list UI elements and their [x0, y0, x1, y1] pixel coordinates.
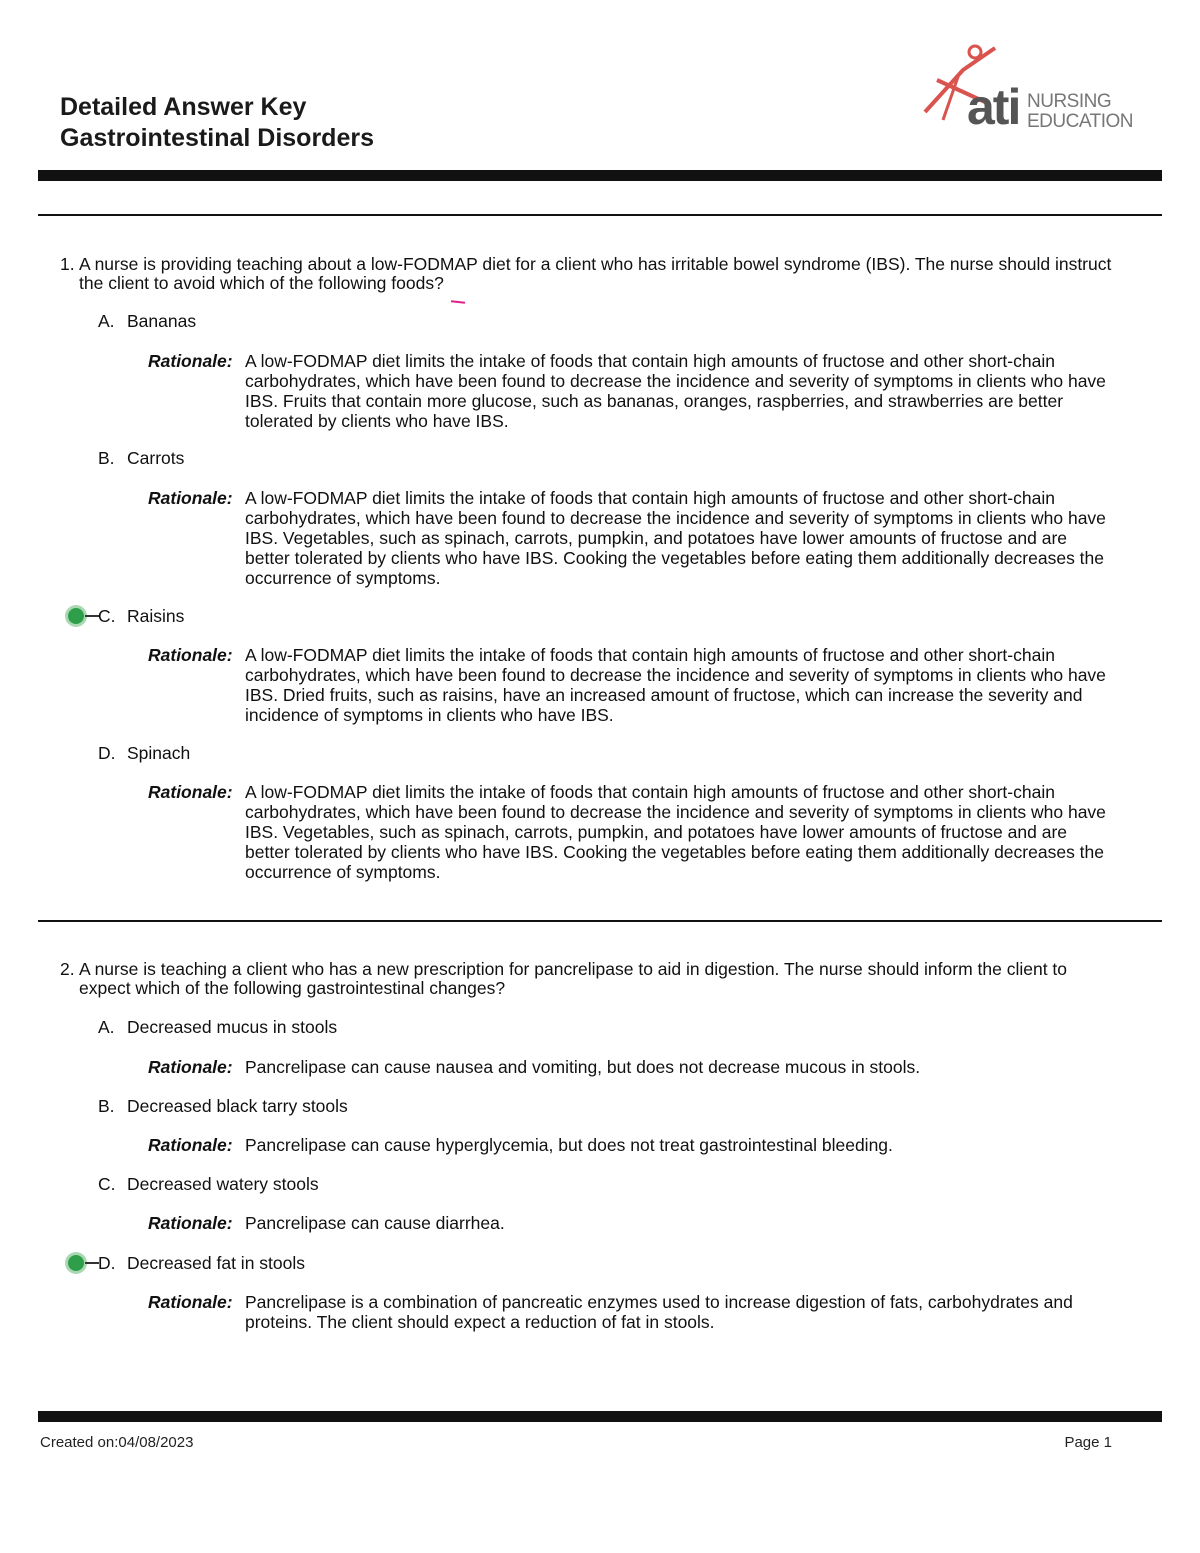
option-label: Decreased watery stools [127, 1174, 319, 1194]
option-label: Decreased black tarry stools [127, 1096, 348, 1116]
rationale-1b [148, 488, 1108, 588]
option-1a [98, 311, 196, 331]
question-number: 2. [60, 959, 75, 979]
rationale-text: A low-FODMAP diet limits the intake of foods that contain high amounts of fructose and other short-chain carbohydrates, which have been found to decrease the incidence and severity of symptoms in clients who have IBS. Vegetables, such as spinach, carrots, pumpkin, and potatoes have lower amounts of fructose and are better tolerated by clients who have IBS. Cooking the vegetables before eating them additionally decreases the occurrence of symptoms. [245, 782, 1106, 882]
option-letter: B. [98, 448, 115, 468]
rationale-label: Rationale: [148, 488, 233, 508]
question-text: A nurse is teaching a client who has a new prescription for pancrelipase to aid in digestion. The nurse should inform the client to expect which of the following gastrointestinal changes? [79, 959, 1068, 998]
rationale-1d [148, 782, 1108, 882]
logo-brand: ati [967, 79, 1020, 135]
correct-answer-icon [68, 608, 84, 624]
option-label: Decreased fat in stools [127, 1253, 306, 1273]
rationale-1c [148, 645, 1108, 725]
rationale-2d [148, 1292, 1108, 1332]
rationale-label: Rationale: [148, 1292, 233, 1312]
option-2c [98, 1174, 319, 1194]
option-1d [98, 743, 190, 763]
rationale-text: A low-FODMAP diet limits the intake of foods that contain high amounts of fructose and other short-chain carbohydrates, which have been found to decrease the incidence and severity of symptoms in clients who have IBS. Dried fruits, such as raisins, have an increased amount of fructose, which can increase the severity and incidence of symptoms in clients who have IBS. [245, 645, 1106, 725]
option-1c [98, 606, 184, 626]
option-label: Decreased mucus in stools [127, 1017, 338, 1037]
option-letter: C. [98, 606, 116, 626]
rationale-label: Rationale: [148, 1057, 233, 1077]
option-letter: A. [98, 311, 115, 331]
correct-answer-pointer [85, 615, 99, 617]
created-date: Created on:04/08/2023 [40, 1434, 194, 1451]
footer-divider [38, 1411, 1162, 1422]
rationale-label: Rationale: [148, 645, 233, 665]
header-divider-thick [38, 170, 1162, 181]
option-label: Carrots [127, 448, 185, 468]
option-label: Spinach [127, 743, 191, 763]
option-letter: D. [98, 1253, 116, 1273]
rationale-text: Pancrelipase can cause nausea and vomiting, but does not decrease mucous in stools. [245, 1057, 921, 1077]
ati-logo [915, 40, 1133, 140]
annotation-mark [451, 300, 465, 303]
rationale-2b [148, 1135, 1108, 1155]
rationale-label: Rationale: [148, 1213, 233, 1233]
rationale-label: Rationale: [148, 351, 233, 371]
rationale-2a [148, 1057, 1108, 1077]
rationale-label: Rationale: [148, 782, 233, 802]
option-1b [98, 448, 184, 468]
option-letter: A. [98, 1017, 115, 1037]
question-number: 1. [60, 254, 75, 274]
option-2b [98, 1096, 348, 1116]
question-1 [60, 255, 1120, 293]
rationale-text: Pancrelipase can cause diarrhea. [245, 1213, 505, 1233]
option-label: Raisins [127, 606, 185, 626]
rationale-text: A low-FODMAP diet limits the intake of foods that contain high amounts of fructose and other short-chain carbohydrates, which have been found to decrease the incidence and severity of symptoms in clients who have IBS. Vegetables, such as spinach, carrots, pumpkin, and potatoes have lower amounts of fructose and are better tolerated by clients who have IBS. Cooking the vegetables before eating them additionally decreases the occurrence of symptoms. [245, 488, 1106, 588]
question-text: A nurse is providing teaching about a low-FODMAP diet for a client who has irritable bowel syndrome (IBS). The nurse should instruct the client to avoid which of the following foods? [79, 254, 1112, 293]
rationale-1a [148, 351, 1108, 431]
header-divider-thin [38, 214, 1162, 216]
question-2 [60, 960, 1120, 998]
question-divider [38, 920, 1162, 922]
correct-answer-icon [68, 1255, 84, 1271]
correct-answer-pointer [85, 1262, 99, 1264]
rationale-text: Pancrelipase can cause hyperglycemia, but does not treat gastrointestinal bleeding. [245, 1135, 893, 1155]
logo-tagline [1027, 92, 1133, 132]
rationale-2c [148, 1213, 1108, 1233]
option-letter: D. [98, 743, 116, 763]
page-title [60, 92, 374, 154]
option-label: Bananas [127, 311, 197, 331]
rationale-label: Rationale: [148, 1135, 233, 1155]
option-letter: B. [98, 1096, 115, 1116]
rationale-text: A low-FODMAP diet limits the intake of foods that contain high amounts of fructose and other short-chain carbohydrates, which have been found to decrease the incidence and severity of symptoms in clients who have IBS. Fruits that contain more glucose, such as bananas, oranges, raspberries, and strawberries are better tolerated by clients who have IBS. [245, 351, 1106, 431]
title-line-2: Gastrointestinal Disorders [60, 124, 374, 152]
title-line-1: Detailed Answer Key [60, 93, 307, 121]
page-number: Page 1 [1064, 1434, 1112, 1451]
rationale-text: Pancrelipase is a combination of pancreatic enzymes used to increase digestion of fats, carbohydrates and proteins. The client should expect a reduction of fat in stools. [245, 1292, 1073, 1332]
option-letter: C. [98, 1174, 116, 1194]
logo-line-2: EDUCATION [1027, 111, 1133, 132]
option-2d [98, 1253, 305, 1273]
logo-line-1: NURSING [1027, 91, 1112, 112]
option-2a [98, 1017, 337, 1037]
